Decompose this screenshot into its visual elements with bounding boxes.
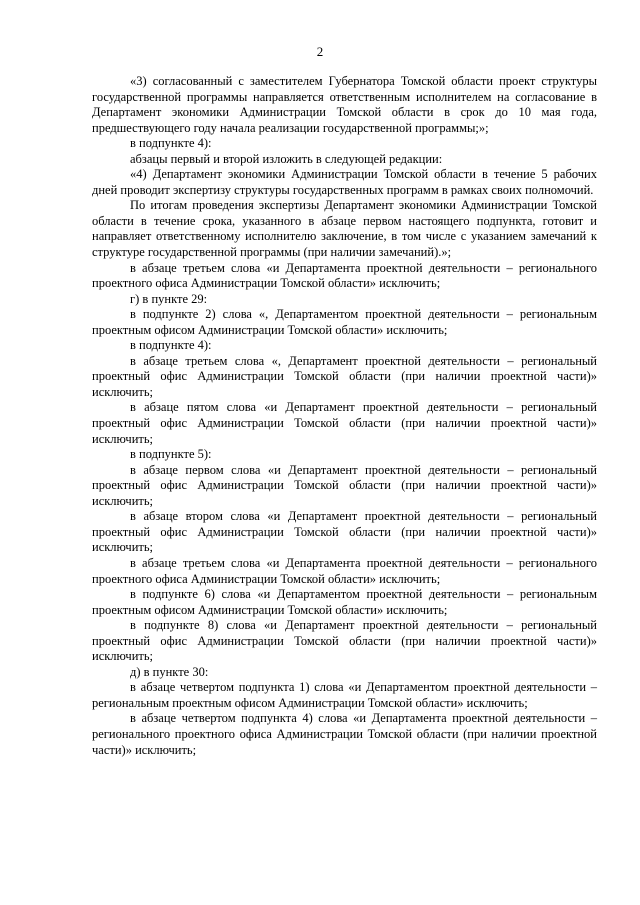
paragraph: в подпункте 4): xyxy=(130,136,212,151)
document-body xyxy=(92,74,597,758)
paragraph: в подпункте 5): xyxy=(130,447,212,462)
paragraph: в подпункте 4): xyxy=(130,338,212,353)
paragraph: в абзаце втором слова «и Департамент проектной деятельности – региональный проектный офис Администрации Томской области (при наличии проектной части)» исключить; xyxy=(92,509,597,555)
page-number: 2 xyxy=(316,44,324,59)
paragraph: абзацы первый и второй изложить в следующей редакции: xyxy=(130,151,443,166)
paragraph: в абзаце четвертом подпункта 1) слова «и Департаментом проектной деятельности – региональным проектным офисом Администрации Томской области» исключить; xyxy=(92,680,597,710)
paragraph: в абзаце четвертом подпункта 4) слова «и Департамента проектной деятельности – регионального проектного офиса Администрации Томской области (при наличии проектной части)» исключить; xyxy=(92,711,597,757)
paragraph: в подпункте 2) слова «, Департаментом проектной деятельности – региональным проектным офисом Администрации Томской области» исключить; xyxy=(92,307,597,337)
paragraph: в абзаце третьем слова «, Департамент проектной деятельности – региональный проектный офис Администрации Томской области (при наличии проектной части)» исключить; xyxy=(92,353,597,399)
paragraph: «3) согласованный с заместителем Губернатора Томской области проект структуры государственной программы направляется ответственным исполнителем на согласование в Департамент экономики Администрации Томской области в срок до 10 мая года, предшествующего году начала реализации государственной программы;»; xyxy=(92,74,597,135)
paragraph: д) в пункте 30: xyxy=(130,664,209,679)
paragraph: в абзаце первом слова «и Департамент проектной деятельности – региональный проектный офис Администрации Томской области (при наличии проектной части)» исключить; xyxy=(92,462,597,508)
paragraph: в подпункте 8) слова «и Департамент проектной деятельности – региональный проектный офис Администрации Томской области (при наличии проектной части)» исключить; xyxy=(92,618,597,664)
paragraph: в абзаце третьем слова «и Департамента проектной деятельности – регионального проектного офиса Администрации Томской области» исключить; xyxy=(92,555,597,586)
paragraph: «4) Департамент экономики Администрации Томской области в течение 5 рабочих дней проводит экспертизу структуры государственных программ в рамках своих полномочий. xyxy=(92,167,597,197)
paragraph: в абзаце третьем слова «и Департамента проектной деятельности – регионального проектного офиса Администрации Томской области» исключить; xyxy=(92,260,597,291)
paragraph: По итогам проведения экспертизы Департамент экономики Администрации Томской области в течение срока, указанного в абзаце первом настоящего подпункта, готовит и направляет ответственному исполнителю заключение, в том числе с указанием замечаний к структуре государственной программы (при наличии замечаний).»; xyxy=(92,198,597,260)
paragraph: г) в пункте 29: xyxy=(130,291,208,306)
paragraph: в абзаце пятом слова «и Департамент проектной деятельности – региональный проектный офис Администрации Томской области (при наличии проектной части)» исключить; xyxy=(92,400,597,446)
paragraph: в подпункте 6) слова «и Департаментом проектной деятельности – региональным проектным офисом Администрации Томской области» исключить; xyxy=(92,587,597,617)
